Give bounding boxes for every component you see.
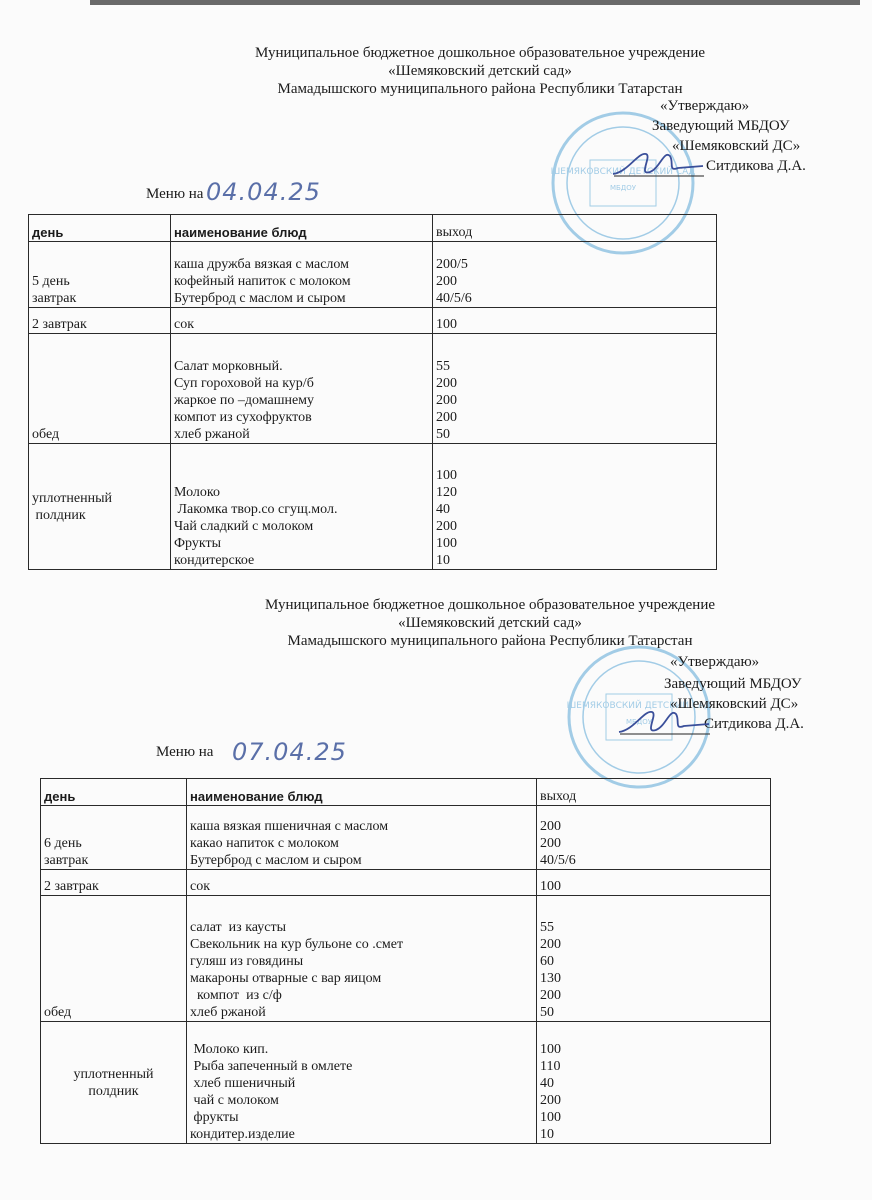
cell-text-line: 200: [540, 819, 561, 834]
approve-line: «Утверждаю»: [660, 98, 750, 114]
cell-text-line: обед: [44, 1005, 72, 1020]
cell-text-line: салат из каусты: [190, 920, 287, 935]
cell-text-line: 110: [540, 1059, 561, 1074]
stamp-text: ШЕМЯКОВСКИЙ ДЕТСКИЙ САД: [550, 167, 696, 177]
cell-text-line: 100: [540, 1042, 561, 1057]
cell-text-line: 200/5: [436, 257, 468, 272]
menu-date-handwritten: 04.04.25: [206, 178, 321, 206]
cell-text-line: [174, 467, 429, 484]
cell-text-line: 100: [540, 879, 561, 894]
dishes-cell: [171, 242, 433, 308]
cell-text-line: хлеб пшеничный: [190, 1076, 296, 1091]
cell-text-line: завтрак: [44, 853, 89, 868]
cell-text-line: Бутерброд с маслом и сыром: [174, 291, 346, 306]
menu-table: [40, 778, 771, 1144]
cell-text-line: Лакомка твор.со сгущ.мол.: [174, 502, 338, 517]
cell-text-line: 200: [540, 1093, 561, 1108]
day-cell: [29, 334, 171, 444]
cell-text-line: 10: [436, 553, 450, 568]
cell-text-line: макароны отварные с вар яицом: [190, 971, 382, 986]
dishes-cell: [171, 444, 433, 570]
cell-text-line: 200: [540, 937, 561, 952]
cell-text-line: 40: [540, 1076, 554, 1091]
cell-text-line: 2 завтрак: [44, 879, 99, 894]
output-cell: [537, 1022, 771, 1144]
scan-edge: [90, 0, 860, 5]
cell-text-line: 10: [540, 1127, 554, 1142]
org-line: «Шемяковский детский сад»: [388, 63, 572, 79]
cell-text-line: уплотненный: [32, 490, 113, 506]
table-row: [41, 806, 771, 870]
cell-text-line: 200: [436, 519, 457, 534]
approve-line: «Утверждаю»: [670, 654, 760, 670]
menu-label: Меню на: [146, 186, 204, 202]
header-output: выход: [537, 779, 771, 806]
output-cell: [537, 806, 771, 870]
cell-text-line: 200: [540, 988, 561, 1003]
cell-text-line: обед: [32, 427, 60, 442]
day-cell: [29, 308, 171, 334]
organization-header: [150, 596, 830, 650]
approve-line: Заведующий МБДОУ: [664, 676, 802, 692]
table-row: [29, 242, 717, 308]
approve-line: Ситдикова Д.А.: [704, 716, 804, 732]
cell-text-line: 100: [540, 1110, 561, 1125]
cell-text-line: 130: [540, 971, 561, 986]
org-line: Мамадышского муниципального района Республики Татарстан: [287, 633, 693, 649]
day-cell: [41, 870, 187, 896]
dishes-cell: [187, 1022, 537, 1144]
output-cell: [433, 444, 717, 570]
cell-text-line: каша вязкая пшеничная с маслом: [190, 819, 389, 834]
cell-text-line: 5 день: [32, 274, 70, 289]
cell-text-line: Молоко кип.: [190, 1042, 269, 1057]
approve-line: «Шемяковский ДС»: [672, 138, 801, 154]
output-cell: [537, 870, 771, 896]
cell-text-line: жаркое по –домашнему: [174, 393, 315, 408]
cell-text-line: Чай сладкий с молоком: [174, 519, 314, 534]
approve-line: «Шемяковский ДС»: [670, 696, 799, 712]
menu-label: Меню на: [156, 744, 214, 760]
cell-text-line: кондитерское: [174, 553, 255, 568]
table-row: [41, 1022, 771, 1144]
cell-text-line: 100: [436, 468, 457, 483]
cell-text-line: 100: [436, 536, 457, 551]
cell-text-line: 200: [436, 376, 457, 391]
organization-header: [140, 44, 820, 98]
output-cell: [433, 308, 717, 334]
dishes-cell: [187, 806, 537, 870]
table-row: [29, 444, 717, 570]
cell-text-line: уплотненный: [73, 1066, 154, 1082]
org-line: Муниципальное бюджетное дошкольное образовательное учреждение: [255, 45, 705, 61]
cell-text-line: 200: [436, 274, 457, 289]
cell-text-line: фрукты: [190, 1110, 239, 1125]
svg-text:МБДОУ: МБДОУ: [609, 184, 637, 192]
cell-text-line: 120: [436, 485, 457, 500]
cell-text-line: Фрукты: [174, 536, 222, 551]
cell-text-line: компот из сухофруктов: [174, 410, 312, 425]
cell-text-line: Салат морковный.: [174, 359, 283, 374]
cell-text-line: 55: [436, 359, 450, 374]
cell-text-line: 100: [436, 317, 457, 332]
output-cell: [433, 242, 717, 308]
cell-text-line: 200: [436, 410, 457, 425]
output-cell: [433, 334, 717, 444]
dishes-cell: [171, 334, 433, 444]
cell-text-line: Свекольник на кур бульоне со .смет: [190, 937, 404, 952]
org-line: Муниципальное бюджетное дошкольное образовательное учреждение: [265, 597, 715, 613]
day-cell: [41, 806, 187, 870]
stamp-text: ШЕМЯКОВСКИЙ ДЕТСКИЙ САД: [566, 701, 712, 711]
table-row: [41, 896, 771, 1022]
day-cell: [29, 242, 171, 308]
cell-text-line: 40: [436, 502, 450, 517]
dishes-cell: [187, 870, 537, 896]
cell-text-line: полдник: [32, 507, 86, 523]
menu-date-handwritten: 07.04.25: [232, 738, 347, 766]
cell-text-line: Рыба запеченный в омлете: [190, 1059, 353, 1074]
cell-text-line: гуляш из говядины: [190, 954, 304, 969]
cell-text-line: Бутерброд с маслом и сыром: [190, 853, 362, 868]
header-dishes: наименование блюд: [187, 779, 537, 806]
dishes-cell: [187, 896, 537, 1022]
header-dishes: наименование блюд: [171, 215, 433, 242]
dishes-cell: [171, 308, 433, 334]
menu-table: [28, 214, 717, 570]
cell-text-line: 6 день: [44, 836, 82, 851]
table-header-row: [41, 779, 771, 806]
cell-text-line: Суп гороховой на кур/б: [174, 376, 314, 391]
cell-text-line: 50: [436, 427, 450, 442]
table-row: [29, 308, 717, 334]
cell-text-line: полдник: [88, 1083, 139, 1099]
table-header-row: [29, 215, 717, 242]
cell-text-line: чай с молоком: [190, 1093, 279, 1108]
cell-text-line: кофейный напиток с молоком: [174, 274, 351, 289]
table-row: [41, 870, 771, 896]
cell-text-line: 50: [540, 1005, 554, 1020]
cell-text-line: какао напиток с молоком: [190, 836, 339, 851]
cell-text-line: завтрак: [32, 291, 77, 306]
cell-text-line: 2 завтрак: [32, 317, 87, 332]
header-day: день: [41, 779, 187, 806]
output-cell: [537, 896, 771, 1022]
cell-text-line: 40/5/6: [540, 853, 576, 868]
org-line: Мамадышского муниципального района Республики Татарстан: [277, 81, 683, 97]
org-line: «Шемяковский детский сад»: [398, 615, 582, 631]
header-output: выход: [433, 215, 717, 242]
approve-line: Ситдикова Д.А.: [706, 158, 806, 174]
cell-text-line: компот из с/ф: [190, 988, 282, 1003]
cell-text-line: 200: [540, 836, 561, 851]
cell-text-line: каша дружба вязкая с маслом: [174, 257, 349, 272]
svg-text:МБДОУ: МБДОУ: [625, 718, 653, 726]
signature-icon: [608, 142, 708, 182]
cell-text-line: 40/5/6: [436, 291, 472, 306]
cell-text-line: хлеб ржаной: [174, 427, 250, 442]
approve-line: Заведующий МБДОУ: [652, 118, 790, 134]
header-day: день: [29, 215, 171, 242]
cell-text-line: Молоко: [174, 485, 220, 500]
cell-text-line: 200: [436, 393, 457, 408]
day-cell: [41, 1022, 187, 1144]
cell-text-line: кондитер.изделие: [190, 1127, 295, 1142]
cell-text-line: 60: [540, 954, 554, 969]
signature-icon: [614, 700, 714, 740]
cell-text-line: хлеб ржаной: [190, 1005, 266, 1020]
cell-text-line: сок: [174, 317, 195, 332]
cell-text-line: сок: [190, 879, 211, 894]
cell-text-line: 55: [540, 920, 554, 935]
day-cell: [41, 896, 187, 1022]
day-cell: [29, 444, 171, 570]
table-row: [29, 334, 717, 444]
